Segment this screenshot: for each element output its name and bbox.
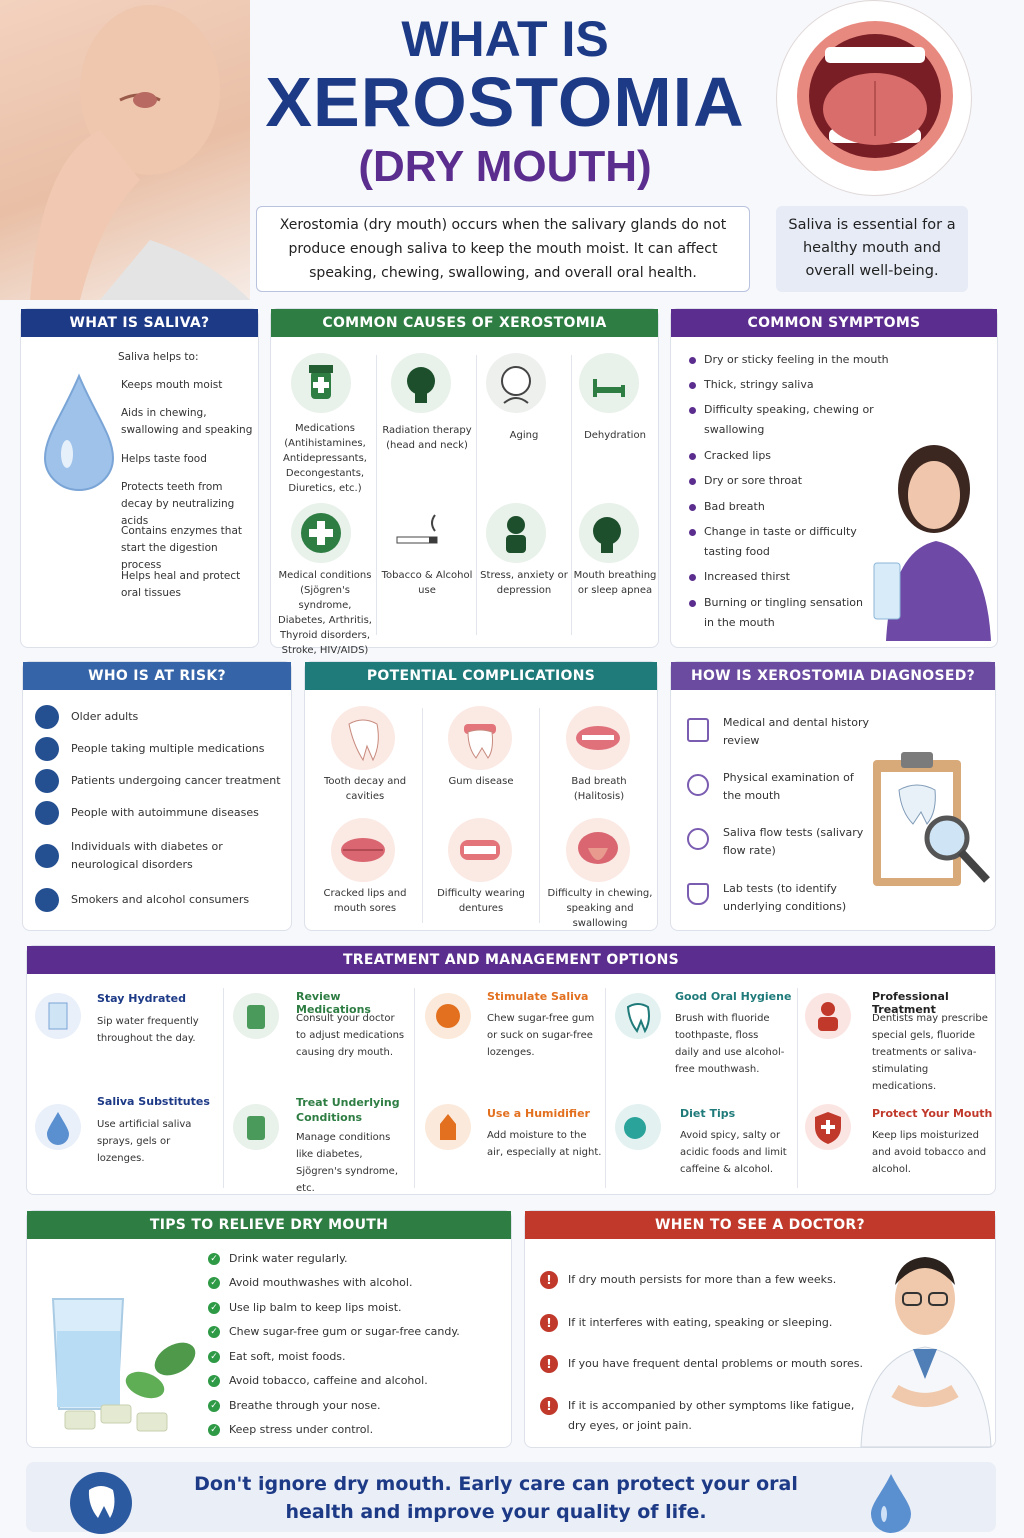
treat-desc-3: Consult your doctor to adjust medications causing dry mouth. [296, 1013, 405, 1058]
treat-desc-9: Dentists may prescribe special gels, fluoride treatments or saliva-stimulating medications. [872, 1013, 988, 1092]
bed-icon [579, 353, 639, 413]
apple-icon [615, 1104, 661, 1150]
risk-title: WHO IS AT RISK? [23, 662, 291, 690]
page-title-line2: XEROSTOMIA [265, 63, 745, 141]
gum-disease-icon [448, 706, 512, 770]
saliva-item-6: Helps heal and protect oral tissues [121, 570, 241, 599]
medication-person-icon [35, 737, 59, 761]
treat-desc-10: Keep lips moisturized and avoid tobacco and alcohol. [872, 1130, 987, 1175]
history-icon [687, 718, 709, 742]
dentist-icon [805, 993, 851, 1039]
intro-text: Xerostomia (dry mouth) occurs when the salivary glands do not produce enough saliva to keep the mouth moist. It can affect speaking, chewing, swallowing, and overall oral health. [279, 217, 727, 281]
treat-desc-8: Avoid spicy, salty or acidic foods and limit caffeine & alcohol. [680, 1130, 787, 1175]
footer-banner [26, 1462, 996, 1532]
intro-box [256, 206, 750, 292]
complication-4: Cracked lips and mouth sores [323, 888, 407, 914]
cause-medications: Medications (Antihistamines, Antidepressants, Decongestants, Diuretics, etc.) [283, 423, 367, 494]
cause-mouth-breathing: Mouth breathing or sleep apnea [573, 570, 657, 596]
saliva-drop-icon [35, 1104, 81, 1150]
medicine-bottle-icon [291, 353, 351, 413]
cracked-lips-icon [331, 818, 395, 882]
diagnosis-item-3: Saliva flow tests (salivary flow rate) [723, 826, 864, 857]
diagnosis-card [670, 661, 996, 931]
tooth-badge-icon [70, 1472, 132, 1534]
page-title-line1: WHAT IS [401, 11, 609, 67]
mouth-illustration [776, 0, 972, 196]
treat-title-9: Professional Treatment [872, 990, 949, 1016]
saliva-lead: Saliva helps to: [118, 351, 199, 363]
symptom-5: Dry or sore throat [704, 474, 803, 487]
tips-card: TIPS TO RELIEVE DRY MOUTH ✓ Drink water regularly. ✓ Avoid mouthwashes with alcohol. ✓ Use lip balm to keep lips moist. ✓ Chew sugar-free gum or sugar-free candy. ✓ Eat soft, moist foods. ✓ Avoid tobacco, caffeine and alcohol. ✓ Breathe through your nose. ✓ Keep stress under control. [26, 1210, 512, 1448]
tip-1: Drink water regularly. [229, 1252, 348, 1265]
risk-item-6: Smokers and alcohol consumers [71, 893, 250, 906]
tip-4: Chew sugar-free gum or sugar-free candy. [229, 1325, 460, 1338]
cause-dehydration: Dehydration [584, 430, 646, 441]
saliva-note-box [776, 206, 968, 292]
diagnosis-item-1: Medical and dental history review [723, 716, 869, 747]
complication-2: Gum disease [448, 776, 514, 787]
symptoms-card [670, 308, 998, 648]
treat-desc-2: Use artificial saliva sprays, gels or lozenges. [97, 1119, 192, 1164]
treat-title-6: Use a Humidifier [487, 1107, 590, 1120]
diagnosis-item-4: Lab tests (to identify underlying conditions) [723, 882, 847, 913]
saliva-test-icon [687, 828, 709, 850]
tip-8: Keep stress under control. [229, 1423, 374, 1436]
symptom-9: Burning or tingling sensation in the mouth [704, 596, 863, 629]
treat-desc-1: Sip water frequently throughout the day. [97, 1016, 199, 1044]
medical-cross-icon [291, 503, 351, 563]
page-title-line3: (DRY MOUTH) [358, 142, 652, 191]
treatment-title: TREATMENT AND MANAGEMENT OPTIONS [27, 946, 995, 974]
tips-title: TIPS TO RELIEVE DRY MOUTH [27, 1211, 511, 1239]
doctor-illustration [855, 1241, 995, 1447]
risk-card [22, 661, 292, 931]
treat-title-8: Diet Tips [680, 1107, 736, 1120]
complications-title: POTENTIAL COMPLICATIONS [305, 662, 657, 690]
cause-radiation: Radiation therapy (head and neck) [382, 425, 472, 451]
thirsty-woman-illustration [866, 429, 996, 641]
person-icon [35, 705, 59, 729]
causes-title: COMMON CAUSES OF XEROSTOMIA [271, 309, 658, 337]
smoker-icon [35, 888, 59, 912]
mouth-breathing-icon [579, 503, 639, 563]
cause-stress: Stress, anxiety or depression [480, 570, 568, 596]
symptom-6: Bad breath [704, 500, 765, 513]
bad-breath-icon [566, 706, 630, 770]
tip-3: Use lip balm to keep lips moist. [229, 1301, 402, 1314]
saliva-item-2: Aids in chewing, swallowing and speaking [121, 407, 253, 436]
cause-aging: Aging [509, 430, 539, 441]
tip-6: Avoid tobacco, caffeine and alcohol. [229, 1374, 428, 1387]
cigarette-icon [391, 503, 451, 563]
causes-card [270, 308, 659, 656]
risk-item-3: Patients undergoing cancer treatment [71, 774, 281, 787]
doctor-item-2: If it interferes with eating, speaking or sleeping. [568, 1316, 833, 1329]
stressed-person-icon [486, 503, 546, 563]
gum-icon [425, 993, 471, 1039]
doctor-item-4: If it is accompanied by other symptoms like fatigue, dry eyes, or joint pain. [568, 1399, 855, 1432]
doctor-item-3: If you have frequent dental problems or mouth sores. [568, 1357, 863, 1370]
lab-flask-icon [687, 883, 709, 905]
diagnosis-title: HOW IS XEROSTOMIA DIAGNOSED? [671, 662, 995, 690]
saliva-item-1: Keeps mouth moist [121, 379, 223, 391]
footer-drop-icon [869, 1472, 913, 1534]
treat-title-1: Stay Hydrated [97, 992, 186, 1005]
doctor-title: WHEN TO SEE A DOCTOR? [525, 1211, 995, 1239]
what-is-saliva-card [20, 308, 259, 648]
head-radiation-icon [391, 353, 451, 413]
elderly-face-icon [486, 353, 546, 413]
medicine-jar-icon [233, 1104, 279, 1150]
tongue-icon [566, 818, 630, 882]
tooth-icon [615, 993, 661, 1039]
cause-medical-conditions: Medical conditions (Sjögren's syndrome, Diabetes, Arthritis, Thyroid disorders, Stroke, HIV/AIDS) [278, 570, 372, 656]
saliva-item-3: Helps taste food [121, 453, 207, 465]
doctor-card: WHEN TO SEE A DOCTOR? ! If dry mouth persists for more than a few weeks. ! If it interferes with eating, speaking or sleeping. ! If you have frequent dental problems or mouth sores. ! If it is accompanied by other symptoms like fatigue, dry eyes, or joint pain. [524, 1210, 996, 1448]
ribbon-icon [35, 769, 59, 793]
treat-title-7: Good Oral Hygiene [675, 990, 792, 1003]
symptom-2: Thick, stringy saliva [704, 378, 814, 391]
treat-title-5: Stimulate Saliva [487, 990, 589, 1003]
autoimmune-icon [35, 801, 59, 825]
symptom-8: Increased thirst [704, 570, 790, 583]
treat-title-10: Protect Your Mouth [872, 1107, 993, 1120]
symptom-3: Difficulty speaking, chewing or swallowing [704, 403, 874, 436]
complications-card [304, 661, 658, 931]
complication-3: Bad breath (Halitosis) [571, 776, 627, 802]
complication-6: Difficulty in chewing, speaking and swallowing [547, 888, 653, 929]
tip-7: Breathe through your nose. [229, 1399, 381, 1412]
doctor-item-1: If dry mouth persists for more than a few weeks. [568, 1273, 837, 1286]
clipboard-magnifier-icon [869, 748, 995, 890]
treat-title-4: Treat Underlying Conditions [296, 1096, 400, 1124]
treat-desc-5: Chew sugar-free gum or suck on sugar-free lozenges. [487, 1013, 595, 1058]
diagnosis-item-2: Physical examination of the mouth [723, 771, 854, 802]
saliva-item-5: Contains enzymes that start the digestion process [121, 525, 243, 571]
treat-title-3: Review Medications [296, 990, 371, 1016]
dentures-icon [448, 818, 512, 882]
treat-desc-7: Brush with fluoride toothpaste, floss daily and use alcohol-free mouthwash. [675, 1013, 785, 1075]
saliva-item-4: Protects teeth from decay by neutralizing acids [121, 481, 235, 527]
shield-icon [805, 1104, 851, 1150]
complication-1: Tooth decay and cavities [323, 776, 407, 802]
cause-tobacco: Tobacco & Alcohol use [381, 570, 473, 596]
symptoms-title: COMMON SYMPTOMS [671, 309, 997, 337]
tip-5: Eat soft, moist foods. [229, 1350, 346, 1363]
risk-item-2: People taking multiple medications [71, 742, 265, 755]
symptom-1: Dry or sticky feeling in the mouth [704, 353, 889, 366]
risk-item-4: People with autoimmune diseases [71, 806, 259, 819]
water-drop-icon [43, 374, 115, 492]
diabetes-icon [35, 844, 59, 868]
examination-icon [687, 774, 709, 796]
tooth-decay-icon [331, 706, 395, 770]
treat-title-2: Saliva Substitutes [97, 1095, 210, 1108]
risk-item-1: Older adults [71, 710, 139, 723]
treatment-card [26, 945, 996, 1195]
risk-item-5: Individuals with diabetes or neurological disorders [71, 840, 223, 871]
humidifier-icon [425, 1104, 471, 1150]
water-glass-mint-illustration [45, 1289, 215, 1439]
tip-2: Avoid mouthwashes with alcohol. [229, 1276, 413, 1289]
woman-photo [0, 0, 250, 300]
water-glass-icon [35, 993, 81, 1039]
symptom-4: Cracked lips [704, 449, 772, 462]
saliva-note-text: Saliva is essential for a healthy mouth and overall well-being. [788, 217, 956, 279]
symptom-7: Change in taste or difficulty tasting food [704, 525, 857, 558]
complication-5: Difficulty wearing dentures [437, 888, 525, 914]
treat-desc-4: Manage conditions like diabetes, Sjögren's syndrome, etc. [296, 1132, 399, 1194]
footer-message: Don't ignore dry mouth. Early care can protect your oral health and improve your quality of life. [194, 1473, 798, 1523]
pill-bottle-icon [233, 993, 279, 1039]
what-is-saliva-title: WHAT IS SALIVA? [21, 309, 258, 337]
treat-desc-6: Add moisture to the air, especially at night. [487, 1130, 602, 1158]
